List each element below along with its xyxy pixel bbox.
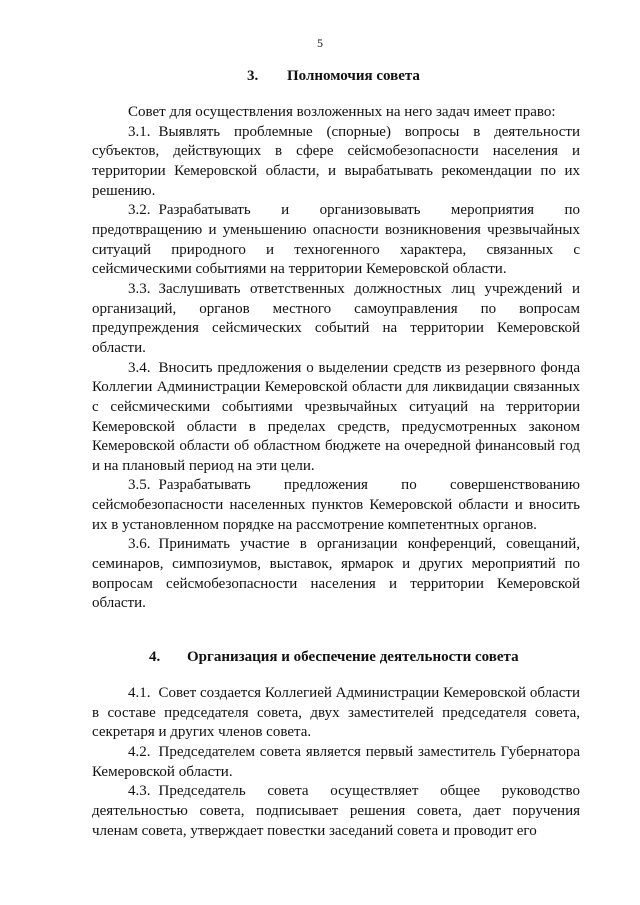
paragraph-number: 3.1. <box>128 123 151 140</box>
section-4-number: 4. <box>149 649 161 665</box>
paragraph-3-3 <box>92 280 580 359</box>
paragraph-4-3 <box>92 782 580 841</box>
section-4-heading <box>149 647 519 667</box>
paragraph-3-5 <box>92 476 580 535</box>
paragraph-3-6 <box>92 535 580 614</box>
paragraph-3-1 <box>92 123 580 202</box>
paragraph-text: Разрабатывать и организовывать мероприятия по предотвращению и уменьшению опасности возникновения чрезвычайных ситуаций природного и техногенного характера, связанных с сейсмическими событиями на территории Кемеровской области. <box>92 202 580 278</box>
section-3-heading <box>247 66 420 86</box>
paragraph-text: Председателем совета является первый заместитель Губернатора Кемеровской области. <box>92 743 580 780</box>
paragraph-number: 3.2. <box>128 202 151 219</box>
page-number: 5 <box>317 36 323 50</box>
paragraph-text: Совет создается Коллегией Администрации Кемеровской области в составе председателя совета, двух заместителей председателя совета, секретаря и других членов совета. <box>92 685 580 741</box>
section-3-title: Полномочия совета <box>287 68 420 84</box>
paragraph-text: Вносить предложения о выделении средств из резервного фонда Коллегии Администрации Кемеровской области для ликвидации связанных с сейсмическими событиями чрезвычайных ситуаций на территории Кемеровской области в пределах средств, предусмотренных законом Кемеровской области об областном бюджете на очередной финансовый год и на плановый период на эти цели. <box>92 359 580 474</box>
section-3-intro: Совет для осуществления возложенных на него задач имеет право: <box>128 104 556 120</box>
paragraph-number: 4.1. <box>128 685 151 701</box>
section-3-number: 3. <box>247 68 259 84</box>
paragraph-text: Разрабатывать предложения по совершенствованию сейсмобезопасности населенных пунктов Кемеровской области и вносить их в установленном порядке на рассмотрение компетентных органов. <box>92 477 580 533</box>
paragraph-4-2 <box>92 743 580 782</box>
paragraph-number: 3.3. <box>128 280 151 297</box>
paragraph-3-2 <box>92 201 580 280</box>
paragraph-3-4 <box>92 359 580 477</box>
paragraph-text: Принимать участие в организации конференций, совещаний, семинаров, симпозиумов, выставок, ярмарок и других мероприятий по вопросам сейсмобезопасности населения и территории Кемеровской области. <box>92 536 580 612</box>
paragraph-number: 4.3. <box>128 783 151 800</box>
paragraph-number: 3.4. <box>128 359 151 376</box>
paragraph-text: Председатель совета осуществляет общее руководство деятельностью совета, подписывает решения совета, дает поручения членам совета, утверждает повестки заседаний совета и проводит его <box>92 783 580 839</box>
section-4-title: Организация и обеспечение деятельности совета <box>187 649 519 665</box>
section-4-body <box>92 684 580 841</box>
section-3-body <box>92 103 580 614</box>
paragraph-number: 3.5. <box>128 477 151 494</box>
paragraph-number: 3.6. <box>128 536 151 553</box>
paragraph-number: 4.2. <box>128 743 151 760</box>
paragraph-4-1 <box>92 684 580 743</box>
paragraph-text: Выявлять проблемные (спорные) вопросы в деятельности субъектов, действующих в сфере сейсмобезопасности населения и территории Кемеровской области, и вырабатывать рекомендации по их решению. <box>92 123 580 199</box>
paragraph-text: Заслушивать ответственных должностных лиц учреждений и организаций, органов местного самоуправления по вопросам предупреждения сейсмических событий на территории Кемеровской области. <box>92 280 580 356</box>
